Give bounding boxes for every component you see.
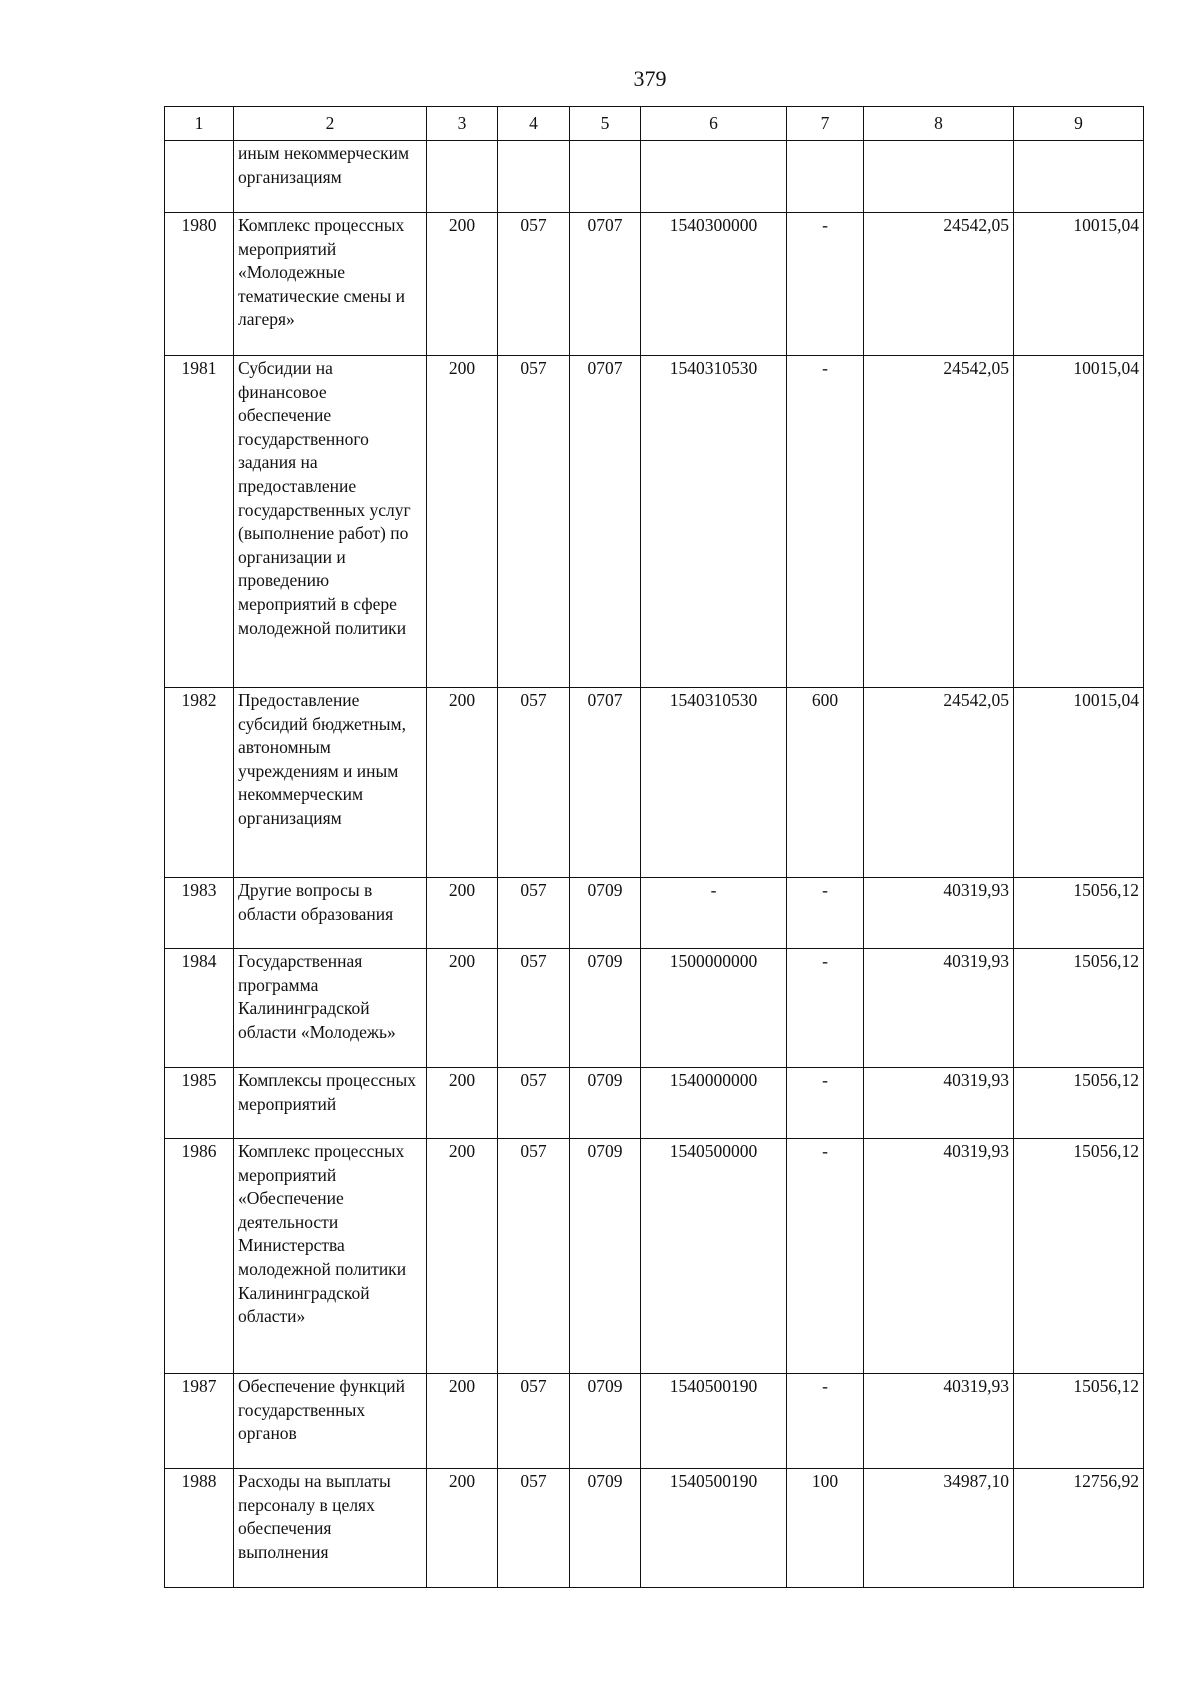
column-header: 5 — [570, 107, 641, 141]
table-cell: 10015,04 — [1014, 356, 1144, 688]
row-number-cell: 1987 — [165, 1374, 234, 1469]
table-cell: 12756,92 — [1014, 1469, 1144, 1588]
table-cell: - — [787, 1068, 864, 1139]
table-row — [165, 356, 1144, 688]
table-row — [165, 213, 1144, 356]
column-header: 9 — [1014, 107, 1144, 141]
table-cell: 200 — [427, 1374, 498, 1469]
table-cell: 24542,05 — [864, 688, 1014, 878]
table-cell — [1014, 141, 1144, 213]
table-cell: - — [787, 1139, 864, 1374]
table-cell: 200 — [427, 1469, 498, 1588]
table-cell: 40319,93 — [864, 1068, 1014, 1139]
table-cell: 057 — [498, 356, 570, 688]
column-header: 3 — [427, 107, 498, 141]
table-cell: 15056,12 — [1014, 1068, 1144, 1139]
row-number-cell: 1983 — [165, 878, 234, 949]
table-cell: 0709 — [570, 949, 641, 1068]
table-cell: 200 — [427, 1068, 498, 1139]
table-cell: 34987,10 — [864, 1469, 1014, 1588]
table-cell: 40319,93 — [864, 1139, 1014, 1374]
row-number-cell: 1986 — [165, 1139, 234, 1374]
column-header: 8 — [864, 107, 1014, 141]
row-name-cell: Комплексы процессных мероприятий — [234, 1068, 427, 1139]
table-cell: 200 — [427, 949, 498, 1068]
table-cell: 1540500190 — [641, 1374, 787, 1469]
table-cell: 1540310530 — [641, 356, 787, 688]
table-cell: 40319,93 — [864, 1374, 1014, 1469]
row-name-cell: Субсидии на финансовое обеспечение государственного задания на предоставление государственных услуг (выполнение работ) по организации и проведению мероприятий в сфере молодежной политики — [234, 356, 427, 688]
table-cell: 200 — [427, 878, 498, 949]
table-row — [165, 1374, 1144, 1469]
table-cell: 0707 — [570, 688, 641, 878]
table-cell — [498, 141, 570, 213]
table-cell: - — [787, 949, 864, 1068]
table-cell: 1540300000 — [641, 213, 787, 356]
row-number-cell: 1985 — [165, 1068, 234, 1139]
table-cell: 057 — [498, 1374, 570, 1469]
table-row — [165, 1469, 1144, 1588]
column-header: 6 — [641, 107, 787, 141]
table-cell: 0709 — [570, 1068, 641, 1139]
table-cell: 10015,04 — [1014, 213, 1144, 356]
row-number-cell — [165, 141, 234, 213]
table-cell: 0709 — [570, 878, 641, 949]
table-cell: - — [787, 878, 864, 949]
table-row — [165, 878, 1144, 949]
table-cell: 200 — [427, 1139, 498, 1374]
column-header: 7 — [787, 107, 864, 141]
table-cell: 057 — [498, 213, 570, 356]
table-row — [165, 1139, 1144, 1374]
table-row — [165, 141, 1144, 213]
table-cell — [570, 141, 641, 213]
column-header: 1 — [165, 107, 234, 141]
row-name-cell: Расходы на выплаты персоналу в целях обеспечения выполнения — [234, 1469, 427, 1588]
column-header: 4 — [498, 107, 570, 141]
table-cell: 057 — [498, 1469, 570, 1588]
budget-table — [164, 106, 1144, 1588]
row-name-cell: иным некоммерческим организациям — [234, 141, 427, 213]
table-cell: 057 — [498, 949, 570, 1068]
table-cell: 200 — [427, 688, 498, 878]
table-cell — [787, 141, 864, 213]
table-cell: 1540310530 — [641, 688, 787, 878]
table-cell: 15056,12 — [1014, 949, 1144, 1068]
header-row — [165, 107, 1144, 141]
table-cell: 24542,05 — [864, 356, 1014, 688]
table-cell: 100 — [787, 1469, 864, 1588]
page-number: 379 — [633, 66, 667, 91]
table-cell: 057 — [498, 878, 570, 949]
row-name-cell: Предоставление субсидий бюджетным, автономным учреждениям и иным некоммерческим организациям — [234, 688, 427, 878]
row-number-cell: 1988 — [165, 1469, 234, 1588]
row-name-cell: Обеспечение функций государственных органов — [234, 1374, 427, 1469]
table-cell: 1500000000 — [641, 949, 787, 1068]
table-cell: 24542,05 — [864, 213, 1014, 356]
table-cell: 40319,93 — [864, 878, 1014, 949]
table-cell: 057 — [498, 1068, 570, 1139]
table-cell: 057 — [498, 1139, 570, 1374]
column-header: 2 — [234, 107, 427, 141]
table-row — [165, 949, 1144, 1068]
table-row — [165, 688, 1144, 878]
table-cell: 1540500190 — [641, 1469, 787, 1588]
table-cell: 057 — [498, 688, 570, 878]
table-cell: 0707 — [570, 356, 641, 688]
table-cell: 10015,04 — [1014, 688, 1144, 878]
table-cell: 600 — [787, 688, 864, 878]
table-cell: 0709 — [570, 1469, 641, 1588]
row-name-cell: Комплекс процессных мероприятий «Обеспечение деятельности Министерства молодежной политики Калининградской области» — [234, 1139, 427, 1374]
row-number-cell: 1980 — [165, 213, 234, 356]
table-cell: 0709 — [570, 1139, 641, 1374]
row-name-cell: Другие вопросы в области образования — [234, 878, 427, 949]
table-cell: 0709 — [570, 1374, 641, 1469]
table-cell: - — [641, 878, 787, 949]
table-cell: - — [787, 356, 864, 688]
row-number-cell: 1981 — [165, 356, 234, 688]
table-cell: 1540500000 — [641, 1139, 787, 1374]
table-cell — [864, 141, 1014, 213]
table-cell: 15056,12 — [1014, 878, 1144, 949]
table-row — [165, 1068, 1144, 1139]
table-cell — [641, 141, 787, 213]
table-cell: - — [787, 1374, 864, 1469]
table-cell: 200 — [427, 213, 498, 356]
row-name-cell: Государственная программа Калининградской области «Молодежь» — [234, 949, 427, 1068]
table-cell: 1540000000 — [641, 1068, 787, 1139]
table-cell — [427, 141, 498, 213]
table-cell: 200 — [427, 356, 498, 688]
table-cell: 40319,93 — [864, 949, 1014, 1068]
row-number-cell: 1982 — [165, 688, 234, 878]
table-cell: 15056,12 — [1014, 1139, 1144, 1374]
table-cell: 15056,12 — [1014, 1374, 1144, 1469]
row-number-cell: 1984 — [165, 949, 234, 1068]
table-cell: 0707 — [570, 213, 641, 356]
row-name-cell: Комплекс процессных мероприятий «Молодежные тематические смены и лагеря» — [234, 213, 427, 356]
table-cell: - — [787, 213, 864, 356]
